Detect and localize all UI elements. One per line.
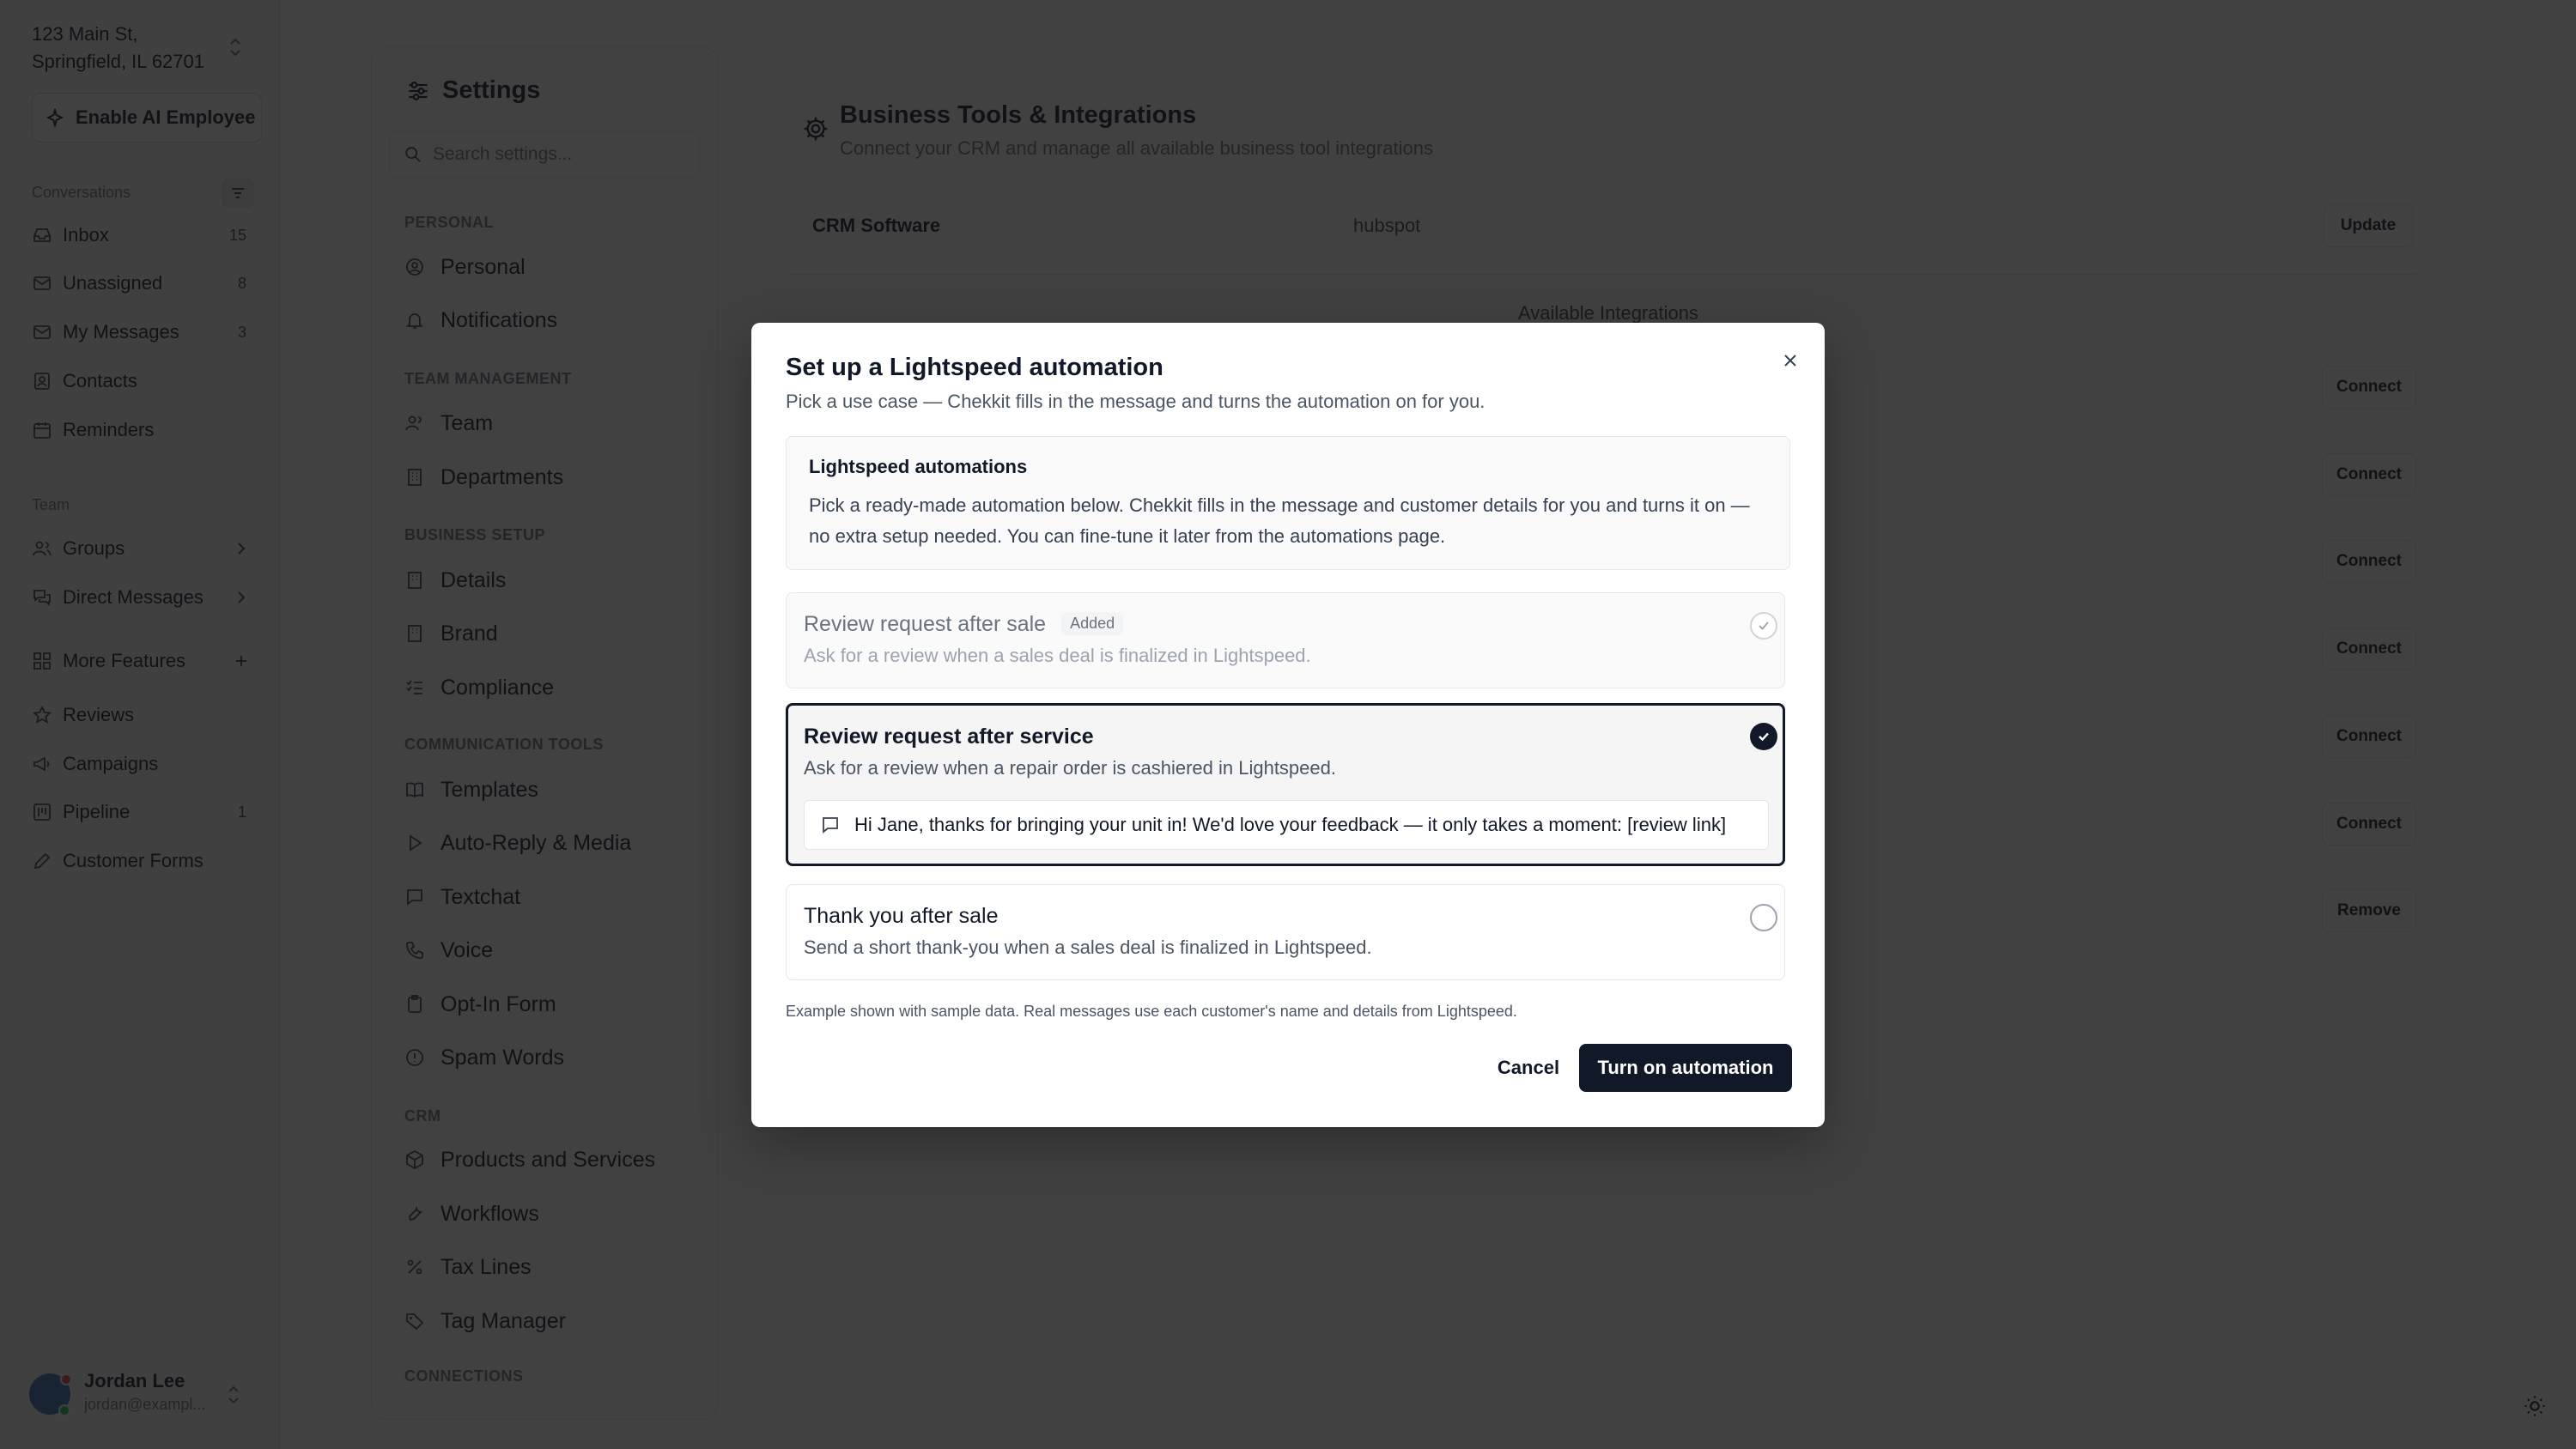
option-review-after-service[interactable] bbox=[786, 703, 1785, 866]
cancel-button[interactable]: Cancel bbox=[1477, 1044, 1580, 1092]
check-icon bbox=[1755, 728, 1772, 745]
dialog-subtitle: Pick a use case — Chekkit fills in the message and turns the automation on for you. bbox=[786, 391, 1485, 412]
option-description: Ask for a review when a sales deal is finalized in Lightspeed. bbox=[804, 645, 1311, 666]
option-radio[interactable] bbox=[1750, 904, 1777, 931]
info-text: Pick a ready-made automation below. Chekkit fills in the message and customer details for you and turns it on — no extra setup needed. You can fine-tune it later from the automations page. bbox=[809, 494, 1750, 547]
option-title bbox=[804, 612, 1123, 637]
option-radio bbox=[1750, 612, 1777, 640]
sample-data-footnote: Example shown with sample data. Real messages use each customer's name and details from Lightspeed. bbox=[786, 1003, 1517, 1020]
message-preview bbox=[804, 800, 1769, 850]
added-badge: Added bbox=[1061, 612, 1123, 635]
check-icon bbox=[1756, 618, 1771, 634]
option-title: Thank you after sale bbox=[804, 904, 999, 928]
option-title-text: Review request after sale bbox=[804, 612, 1047, 636]
option-review-after-sale bbox=[786, 592, 1785, 688]
turn-on-automation-button[interactable]: Turn on automation bbox=[1579, 1044, 1792, 1092]
message-icon bbox=[820, 815, 841, 835]
option-radio-selected[interactable] bbox=[1750, 723, 1777, 750]
option-thank-you-after-sale[interactable] bbox=[786, 884, 1785, 980]
option-description: Send a short thank-you when a sales deal is finalized in Lightspeed. bbox=[804, 937, 1372, 958]
close-button[interactable] bbox=[1778, 349, 1802, 373]
option-description: Ask for a review when a repair order is cashiered in Lightspeed. bbox=[804, 757, 1336, 779]
dialog-title: Set up a Lightspeed automation bbox=[786, 354, 1163, 381]
option-title: Review request after service bbox=[804, 724, 1094, 749]
close-icon bbox=[1782, 352, 1799, 369]
info-box bbox=[786, 436, 1790, 570]
lightspeed-automation-dialog bbox=[751, 323, 1825, 1127]
message-preview-text: Hi Jane, thanks for bringing your unit in! We'd love your feedback — it only takes a moment: [review link] bbox=[854, 814, 1727, 835]
info-title: Lightspeed automations bbox=[809, 456, 1028, 477]
